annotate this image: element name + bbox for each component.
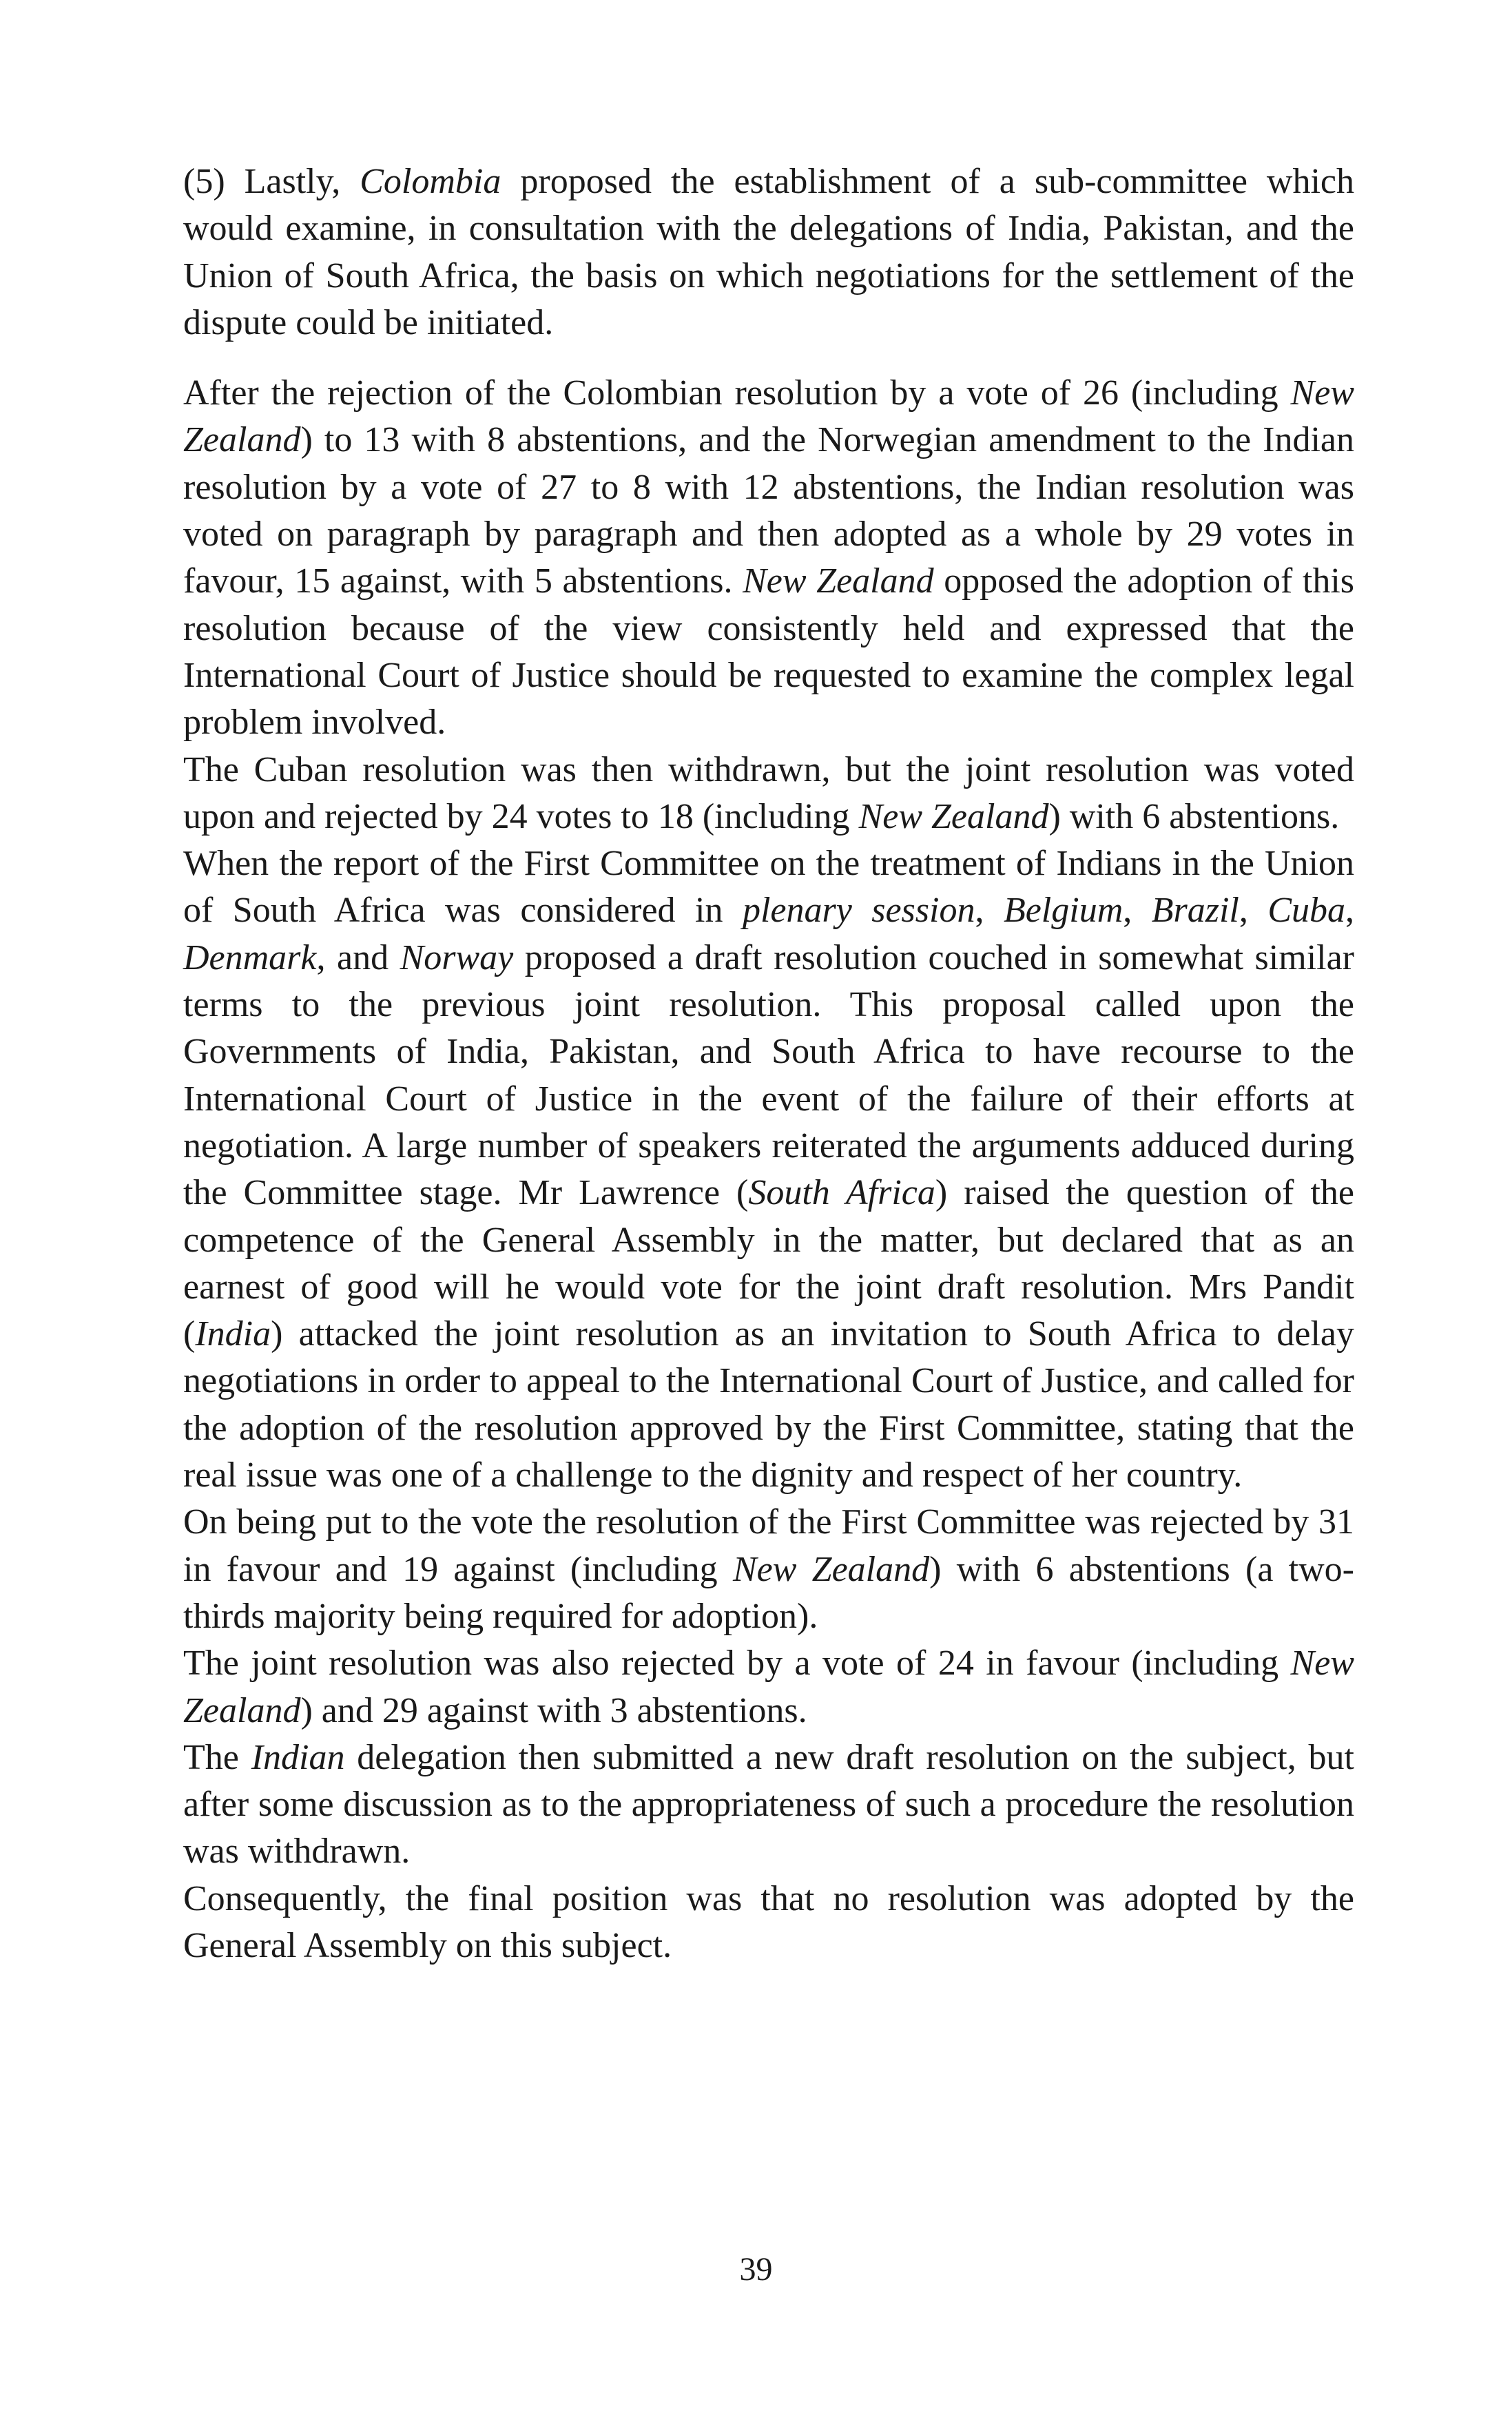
text-run: On being put to the vote the resolution of the First Committee was rejected by 31 in favour and 19 against (including: [183, 1502, 1354, 1589]
italic-term: Brazil: [1151, 891, 1239, 931]
italic-term: Belgium: [1003, 891, 1123, 931]
text-run: opposed the adoption of this resolution because of the view consistently held and expressed that the International Court of Justice should be requested to examine the complex legal problem involved.: [183, 561, 1355, 743]
text-run: ) with 6 abstentions.: [1048, 796, 1340, 836]
text-run: delegation then submitted a new draft resolution on the subject, but after some discussion as to the appropriateness of such a procedure the resolution was withdrawn.: [183, 1737, 1355, 1872]
text-run: When the report of the First Committee on the treatment of Indians in the Union of South Africa was considered in: [183, 844, 1354, 931]
text-run: , and: [316, 937, 400, 977]
text-run: Consequently, the final position was that no resolution was adopted by the General Assembly on this subject.: [183, 1878, 1354, 1965]
italic-term: New Zealand: [183, 1644, 1354, 1730]
italic-term: South Africa: [748, 1173, 935, 1213]
italic-term: New Zealand: [743, 561, 934, 601]
italic-term: New Zealand: [858, 796, 1049, 836]
page-number: 39: [739, 2251, 773, 2288]
italic-term: plenary session: [742, 891, 975, 931]
text-run: ,: [1239, 891, 1268, 931]
italic-term: Denmark: [183, 937, 317, 977]
text-run: The Cuban resolution was then withdrawn, but the joint resolution was voted upon and rejected by 24 votes to 18 (including: [183, 749, 1354, 836]
text-run: ) attacked the joint resolution as an invitation to South Africa to delay negotiations in order to appeal to the International Court of Justice, and called for the adoption of the resolution approved by the First Committee, stating that the real issue was one of a challenge to the dignity and respect of her country.: [183, 1314, 1354, 1495]
text-run: The joint resolution was also rejected by a vote of 24 in favour (including: [183, 1644, 1291, 1683]
page-body: [183, 158, 1354, 1969]
text-run: ,: [1345, 891, 1355, 931]
text-run: ,: [975, 891, 1004, 931]
italic-term: Colombia: [360, 162, 501, 201]
text-run: proposed the establishment of a sub-committee which would examine, in consultation with the delegations of India, Pakistan, and the Union of South Africa, the basis on which negotiations for the settlement of the dispute could be initiated.: [183, 162, 1354, 342]
paragraph: [183, 1734, 1354, 1876]
paragraph: [183, 840, 1354, 1499]
text-run: ) raised the question of the competence of the General Assembly in the matter, but declared that as an earnest of good will he would vote for the joint draft resolution. Mrs Pandit (: [183, 1173, 1354, 1354]
italic-term: New Zealand: [183, 373, 1354, 460]
text-run: ) with 6 abstentions (a two-thirds majority being required for adoption).: [183, 1549, 1354, 1636]
text-run: ,: [1123, 891, 1152, 931]
text-run: After the rejection of the Colombian resolution by a vote of 26 (including: [183, 373, 1291, 413]
paragraph: [183, 370, 1354, 746]
italic-term: Indian: [251, 1737, 345, 1777]
text-run: ) and 29 against with 3 abstentions.: [300, 1690, 807, 1730]
italic-term: New Zealand: [732, 1549, 930, 1589]
paragraph: [183, 1499, 1354, 1640]
paragraph: [183, 158, 1354, 346]
text-run: (5) Lastly,: [183, 162, 360, 201]
italic-term: India: [195, 1314, 271, 1354]
paragraph: [183, 1876, 1354, 1970]
italic-term: Cuba: [1267, 891, 1346, 931]
text-run: ) to 13 with 8 abstentions, and the Norwegian amendment to the Indian resolution by a vote of 27 to 8 with 12 abstentions, the Indian resolution was voted on paragraph by paragraph and then adopted as a whole by 29 votes in favour, 15 against, with 5 abstentions.: [183, 420, 1354, 601]
italic-term: Norway: [400, 937, 514, 977]
text-run: The: [183, 1737, 251, 1777]
text-run: proposed a draft resolution couched in somewhat similar terms to the previous joint resolution. This proposal called upon the Governments of India, Pakistan, and South Africa to have recourse to the International Court of Justice in the event of the failure of their efforts at negotiation. A large number of speakers reiterated the arguments adduced during the Committee stage. Mr Lawrence (: [183, 937, 1354, 1213]
paragraph: [183, 747, 1354, 841]
paragraph: [183, 1640, 1354, 1734]
